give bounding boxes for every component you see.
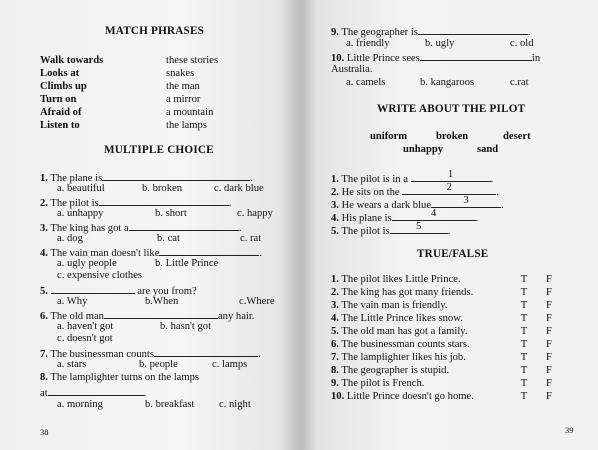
question-end: .: [228, 198, 232, 209]
question-text: The geographer is: [341, 27, 418, 38]
question-8: [40, 372, 199, 385]
option-c: c. old: [510, 38, 534, 49]
answer-blank[interactable]: [390, 222, 448, 234]
word-bank-item: desert: [503, 131, 531, 142]
question-number: 1.: [40, 173, 48, 184]
statement-text: The king has got many friends.: [341, 287, 474, 298]
true-option[interactable]: T: [520, 339, 528, 350]
option-a: a. ugly people: [57, 258, 117, 269]
true-option[interactable]: T: [520, 391, 528, 402]
option-a: a. Why: [57, 296, 88, 307]
question-number: 7.: [40, 349, 48, 360]
answer-blank[interactable]: [104, 309, 218, 319]
answer-blank[interactable]: [129, 221, 239, 231]
option-b: b. people: [139, 359, 178, 370]
question-text: The king has got a: [50, 223, 129, 234]
word-bank-item: uniform: [370, 131, 408, 142]
sentence-text: His plane is: [341, 213, 392, 224]
question-end: .: [527, 27, 531, 38]
statement-text: The Little Prince likes snow.: [341, 313, 463, 324]
false-option[interactable]: F: [546, 274, 552, 285]
option-b: b.When: [145, 296, 179, 307]
answer-blank[interactable]: [420, 51, 532, 61]
question-text: The plane is: [50, 173, 103, 184]
option-a: a. stars: [57, 359, 87, 370]
question-end: any hair.: [217, 311, 255, 322]
statement-text: The businessman counts stars.: [341, 339, 470, 350]
sentence-text: He wears a dark blue: [341, 200, 432, 211]
question-number: 5.: [40, 286, 48, 297]
question-text: at: [40, 388, 48, 399]
true-option[interactable]: T: [520, 378, 528, 389]
write-about-pilot-title: WRITE ABOUT THE PILOT: [377, 103, 526, 115]
answer-blank[interactable]: [48, 386, 144, 396]
multiple-choice-title: MULTIPLE CHOICE: [104, 144, 214, 156]
false-option[interactable]: F: [546, 287, 552, 298]
option-b: b. cat: [157, 233, 180, 244]
true-option[interactable]: T: [520, 365, 528, 376]
answer-hint: 4: [430, 208, 437, 219]
item-number: 9.: [331, 378, 339, 389]
answer-blank[interactable]: [51, 284, 135, 294]
tf-statement: [331, 274, 461, 287]
answer-blank[interactable]: [154, 347, 258, 357]
match-left-item: Turn on: [40, 94, 77, 105]
question-number: 3.: [40, 223, 48, 234]
tf-statement: [331, 287, 473, 300]
option-b: b. short: [155, 208, 187, 219]
answer-blank[interactable]: [392, 209, 476, 221]
match-right-item: the man: [166, 81, 200, 92]
option-c: c. dark blue: [214, 183, 264, 194]
item-number: 6.: [331, 339, 339, 350]
option-a: a. camels: [346, 77, 386, 88]
question-end: .: [259, 248, 263, 259]
tf-statement: [331, 378, 424, 391]
true-option[interactable]: T: [520, 300, 528, 311]
match-left-item: Listen to: [40, 120, 80, 131]
true-option[interactable]: T: [520, 287, 528, 298]
true-false-title: TRUE/FALSE: [417, 248, 489, 260]
statement-text: The pilot likes Little Prince.: [341, 274, 461, 285]
word-bank-item: unhappy: [403, 144, 444, 155]
answer-hint: 1: [447, 169, 454, 180]
option-c: c. doesn't got: [57, 333, 113, 344]
question-end: in: [531, 53, 541, 64]
answer-blank[interactable]: [411, 170, 491, 182]
sentence-text: The pilot is: [341, 226, 390, 237]
question-number: 2.: [40, 198, 48, 209]
option-c: c. lamps: [212, 359, 248, 370]
item-number: 3.: [331, 300, 339, 311]
statement-text: Little Prince doesn't go home.: [346, 391, 474, 402]
item-number: 2.: [331, 187, 339, 198]
option-b: b. kangaroos: [420, 77, 475, 88]
question-number: 6.: [40, 311, 48, 322]
statement-text: The geographer is stupid.: [341, 365, 450, 376]
item-number: 5.: [331, 326, 339, 337]
word-bank-item: sand: [477, 144, 499, 155]
page-number: 38: [40, 427, 49, 437]
option-c: c. rat: [240, 233, 262, 244]
question-end: .: [143, 388, 147, 399]
tf-statement: [331, 365, 449, 378]
false-option[interactable]: F: [546, 300, 552, 311]
option-c: c.rat: [510, 77, 529, 88]
false-option[interactable]: F: [546, 339, 552, 350]
statement-text: The pilot is French.: [341, 378, 425, 389]
false-option[interactable]: F: [546, 391, 552, 402]
question-text: The lamplighter turns on the lamps: [50, 372, 199, 383]
sentence-end: .: [501, 200, 504, 211]
option-b: b. breakfast: [145, 399, 195, 410]
statement-text: The old man has got a family.: [341, 326, 468, 337]
answer-blank[interactable]: [102, 171, 250, 181]
question-text: are you from?: [137, 286, 197, 297]
false-option[interactable]: F: [546, 365, 552, 376]
true-option[interactable]: T: [520, 274, 528, 285]
true-option[interactable]: T: [520, 352, 528, 363]
question-text: The old man: [50, 311, 104, 322]
item-number: 7.: [331, 352, 339, 363]
option-c: c. happy: [237, 208, 273, 219]
statement-text: The vain man is friendly.: [341, 300, 448, 311]
answer-blank[interactable]: [431, 196, 501, 208]
answer-hint: 2: [446, 182, 452, 193]
match-right-item: snakes: [166, 68, 195, 79]
option-b: b. ugly: [425, 38, 455, 49]
question-number: 4.: [40, 248, 48, 259]
option-a: a. unhappy: [57, 208, 104, 219]
pilot-sentence-5: [331, 222, 450, 239]
item-number: 5.: [331, 226, 339, 237]
answer-blank[interactable]: [418, 25, 528, 35]
question-text: The pilot is: [50, 198, 99, 209]
sentence-end: .: [475, 213, 479, 224]
word-bank-item: broken: [436, 131, 469, 142]
option-a: a. morning: [57, 399, 103, 410]
option-c: c.Where: [239, 296, 275, 307]
question-10-continuation: Australia.: [331, 64, 373, 75]
false-option[interactable]: F: [546, 378, 552, 389]
answer-blank[interactable]: [402, 183, 496, 195]
match-right-item: a mirror: [166, 94, 201, 105]
tf-statement: [331, 326, 468, 339]
item-number: 4.: [331, 313, 339, 324]
match-phrases-title: MATCH PHRASES: [105, 25, 205, 37]
match-right-item: these stories: [166, 55, 219, 66]
sentence-text: He sits on the: [341, 187, 400, 198]
answer-blank[interactable]: [159, 246, 259, 256]
sentence-end: .: [490, 174, 494, 185]
page-number: 39: [565, 425, 574, 435]
tf-statement: [331, 339, 470, 352]
false-option[interactable]: F: [546, 326, 552, 337]
sentence-text: The pilot is in a: [341, 174, 408, 185]
false-option[interactable]: F: [546, 352, 552, 363]
true-option[interactable]: T: [520, 326, 528, 337]
false-option[interactable]: F: [546, 313, 552, 324]
tf-statement: [331, 313, 463, 326]
question-end: .: [258, 349, 261, 360]
item-number: 1.: [331, 274, 339, 285]
match-right-item: the lamps: [166, 120, 207, 131]
question-end: .: [238, 223, 242, 234]
option-a: a. beautiful: [57, 183, 105, 194]
tf-statement: [331, 300, 448, 313]
question-number: 8.: [40, 372, 48, 383]
question-number: 9.: [331, 27, 339, 38]
item-number: 4.: [331, 213, 339, 224]
question-end: .: [250, 173, 253, 184]
match-left-item: Climbs up: [40, 81, 87, 92]
option-b: b. hasn't got: [160, 321, 212, 332]
item-number: 8.: [331, 365, 339, 376]
option-c: c. night: [219, 399, 251, 410]
match-left-item: Afraid of: [40, 107, 82, 118]
question-text: The vain man doesn't like: [50, 248, 160, 259]
option-a: a. haven't got: [57, 321, 114, 332]
option-a: a. dog: [57, 233, 83, 244]
match-right-item: a mountain: [166, 107, 214, 118]
question-text: Little Prince sees: [346, 53, 420, 64]
option-c: c. expensive clothes: [57, 270, 143, 281]
tf-statement: [331, 391, 474, 404]
option-b: b. Little Prince: [155, 258, 219, 269]
item-number: 1.: [331, 174, 339, 185]
question-number: 10.: [331, 53, 345, 64]
option-b: b. broken: [142, 183, 183, 194]
item-number: 3.: [331, 200, 339, 211]
answer-blank[interactable]: [99, 196, 229, 206]
answer-hint: 3: [463, 195, 469, 206]
option-a: a. friendly: [346, 38, 390, 49]
statement-text: The lamplighter likes his job.: [341, 352, 466, 363]
match-left-item: Walk towards: [40, 55, 104, 66]
tf-statement: [331, 352, 466, 365]
item-number: 2.: [331, 287, 339, 298]
match-left-item: Looks at: [40, 68, 80, 79]
right-page: [300, 0, 598, 450]
question-text: The businessman counts: [50, 349, 154, 360]
true-option[interactable]: T: [520, 313, 528, 324]
sentence-end: .: [447, 226, 451, 237]
item-number: 10.: [331, 391, 345, 402]
sentence-end: .: [496, 187, 499, 198]
answer-hint: 5: [416, 221, 422, 232]
